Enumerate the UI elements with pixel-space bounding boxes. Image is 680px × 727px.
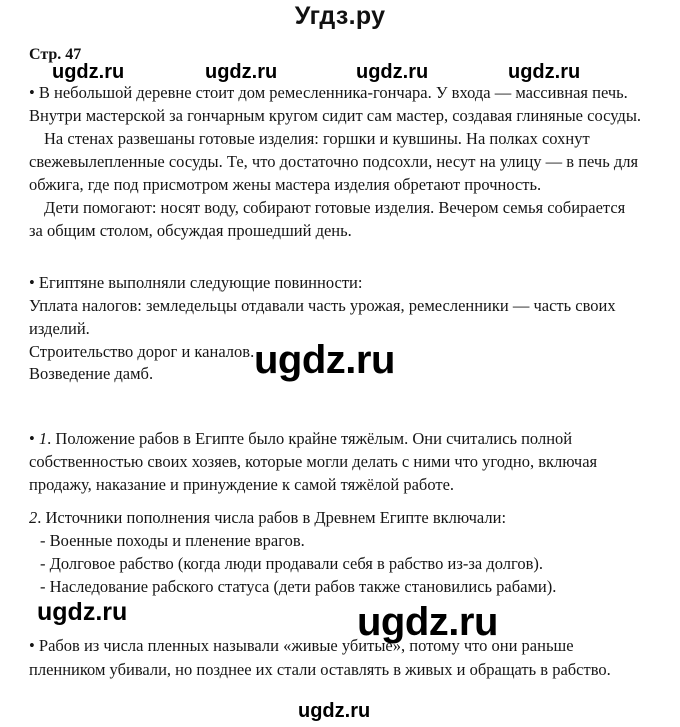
- list-item: - Военные походы и пленение врагов.: [40, 531, 305, 550]
- watermark: ugdz.ru: [37, 598, 128, 626]
- watermark: ugdz.ru: [205, 61, 278, 83]
- text-line: [29, 429, 572, 449]
- text-line: обжига, где под присмотром жены мастера изделия обретают прочность.: [29, 175, 542, 194]
- page-label: Стр. 47: [29, 46, 82, 63]
- text-line: свежевылепленные сосуды. Те, что достаточно подсохли, несут на улицу — в печь для: [29, 152, 639, 171]
- watermark: ugdz.ru: [298, 700, 371, 722]
- text-line: пленником убивали, но позднее их стали оставлять в живых и обращать в рабство.: [29, 660, 611, 679]
- text-line: продажу, наказание и принуждение к самой тяжёлой работе.: [29, 475, 455, 494]
- text-line: На стенах развешаны готовые изделия: горшки и кувшины. На полках сохнут: [44, 129, 590, 148]
- text-line: Возведение дамб.: [29, 364, 154, 383]
- text-line: изделий.: [29, 319, 90, 338]
- site-title: Угдз.ру: [294, 2, 386, 30]
- text-line: • В небольшой деревне стоит дом ремесленника-гончара. У входа — массивная печь.: [29, 83, 628, 102]
- item-number: 2: [29, 508, 38, 527]
- text-line: Строительство дорог и каналов.: [29, 342, 255, 361]
- watermark: ugdz.ru: [52, 61, 125, 83]
- list-item: - Наследование рабского статуса (дети рабов также становились рабами).: [40, 577, 557, 596]
- watermark: ugdz.ru: [508, 61, 581, 83]
- item-number: 1: [38, 429, 48, 448]
- text-line: • Египтяне выполняли следующие повинности:: [29, 273, 363, 292]
- text-line: Дети помогают: носят воду, собирают готовые изделия. Вечером семья собирается: [44, 198, 626, 217]
- text-line: за общим столом, обсуждая прошедший день.: [29, 221, 352, 240]
- watermark: ugdz.ru: [254, 338, 395, 382]
- text-line: [29, 508, 506, 528]
- watermark: ugdz.ru: [356, 61, 429, 83]
- bullet: •: [29, 429, 39, 448]
- text-line: Уплата налогов: земледельцы отдавали часть урожая, ремесленники — часть своих: [29, 296, 616, 315]
- list-item: - Долговое рабство (когда люди продавали себя в рабство из-за долгов).: [40, 554, 543, 573]
- text: . Источники пополнения числа рабов в Древнем Египте включали:: [37, 508, 507, 527]
- text-line: • Рабов из числа пленных называли «живые убитые», потому что они раньше: [29, 636, 574, 655]
- watermark: ugdz.ru: [357, 600, 498, 644]
- text-line: собственностью своих хозяев, которые могли делать с ними что угодно, включая: [29, 452, 598, 471]
- text-line: Внутри мастерской за гончарным кругом сидит сам мастер, создавая глиняные сосуды.: [29, 106, 642, 125]
- text: . Положение рабов в Египте было крайне тяжёлым. Они считались полной: [47, 429, 573, 448]
